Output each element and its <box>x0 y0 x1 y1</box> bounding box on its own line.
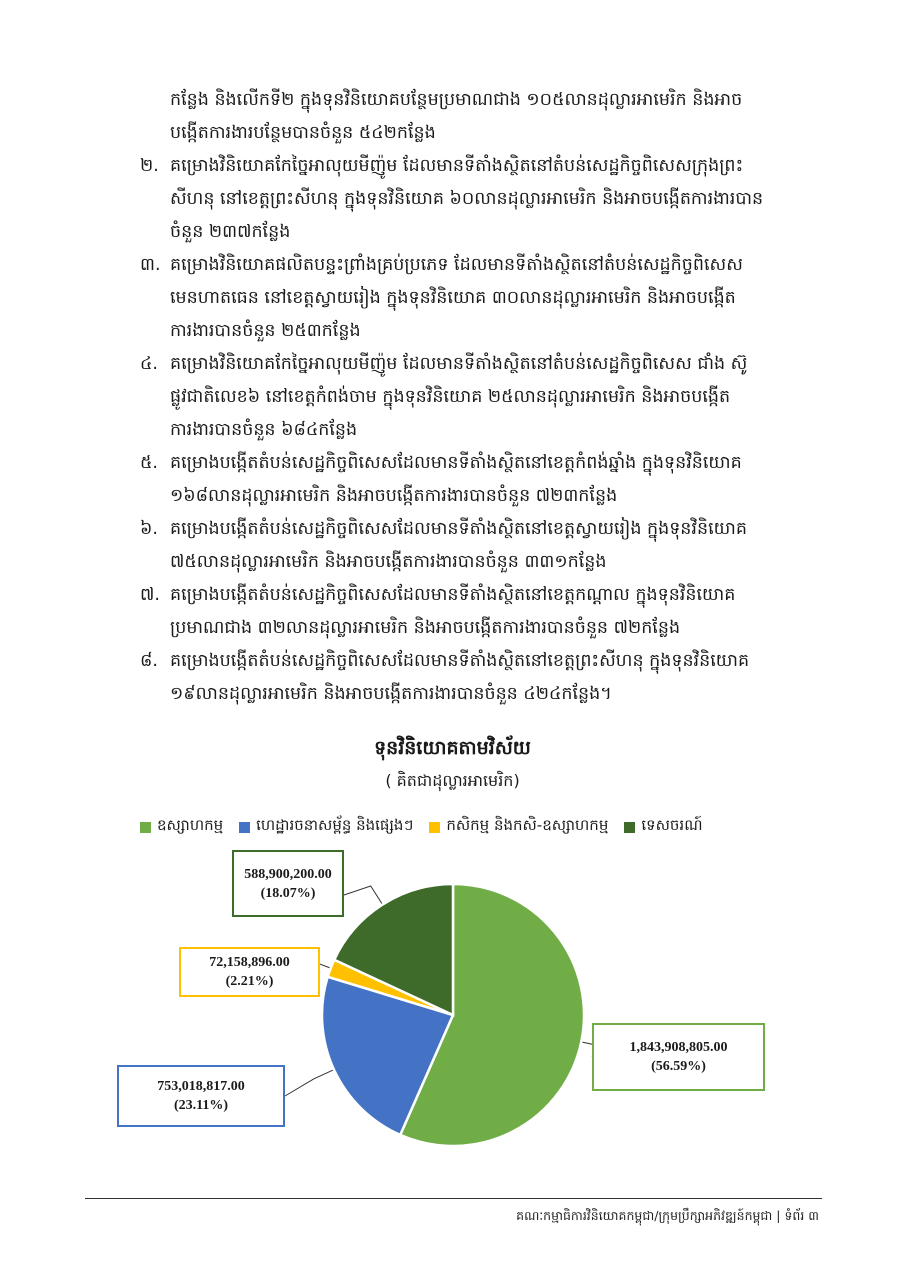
page-footer: គណៈកម្មាធិការវិនិយោគកម្ពុជា/ក្រុមប្រឹក្សាអភិវឌ្ឍន៍កម្ពុជា | ទំព័រ ៣ <box>516 1208 819 1223</box>
pie-slices <box>322 884 584 1146</box>
text-line: ១៩លានដុល្លារអាមេរិក និងអាចបង្កើតការងារបានចំនួន ៤២៤កន្លែង។ <box>170 684 612 704</box>
text-line: កន្លែង និងលើកទី២ ក្នុងទុនវិនិយោគបន្ថែមប្រមាណជាង ១០៥លានដុល្លារអាមេរិក និងអាច <box>170 90 743 110</box>
text-line: ចំនួន ២៣៧កន្លែង <box>170 222 291 242</box>
data-label-value: 753,018,817.00 <box>157 1079 245 1094</box>
leader-line <box>285 1069 336 1096</box>
text-line: ការងារបានចំនួន ២៥៣កន្លែង <box>170 321 361 341</box>
footer-divider <box>85 1198 822 1199</box>
legend-label: កសិកម្ម និងកសិ-ឧស្សាហកម្ម <box>446 816 609 834</box>
text-line: គម្រោងវិនិយោគផលិតបន្ទះព្រាំងគ្រប់ប្រភេទ ដែលមានទីតាំងស្ថិតនៅតំបន់សេដ្ឋកិច្ចពិសេស <box>170 255 743 275</box>
text-line: ការងារបានចំនួន ៦៨៤កន្លែង <box>170 420 358 440</box>
text-line: គម្រោងវិនិយោគកែច្នៃអាលុយមីញ៉ូម ដែលមានទីតាំងស្ថិតនៅតំបន់សេដ្ឋកិច្ចពិសេស ជាំង ស៊ូ <box>170 354 748 374</box>
list-number: ៣. <box>140 255 161 275</box>
data-label-value: 588,900,200.00 <box>244 866 332 882</box>
list-number: ២. <box>140 156 159 176</box>
data-label-infrastructure <box>117 1065 285 1127</box>
data-label-percent: (18.07%) <box>260 885 316 901</box>
text-line: បង្កើតការងារបន្ថែមបានចំនួន ៥៤២កន្លែង <box>170 123 436 143</box>
data-label-agriculture <box>179 947 320 997</box>
data-label-percent: (56.59%) <box>651 1059 706 1074</box>
text-line: ផ្លូវជាតិលេខ៦ នៅខេត្តកំពង់ចាម ក្នុងទុនវិនិយោគ ២៥លានដុល្លារអាមេរិក និងអាចបង្កើត <box>170 387 731 407</box>
chart-subtitle: ( គិតជាដុល្លារអាមេរិក) <box>385 771 520 790</box>
text-line: គម្រោងបង្កើតតំបន់សេដ្ឋកិច្ចពិសេសដែលមានទីតាំងស្ថិតនៅខេត្តព្រះសីហនុ ក្នុងទុនវិនិយោគ <box>170 651 750 671</box>
list-number: ៧. <box>140 585 160 605</box>
data-label-percent: (2.21%) <box>225 974 274 989</box>
text-line: គម្រោងបង្កើតតំបន់សេដ្ឋកិច្ចពិសេសដែលមានទីតាំងស្ថិតនៅខេត្តស្វាយរៀង ក្នុងទុនវិនិយោគ <box>170 519 747 539</box>
text-line: គម្រោងបង្កើតតំបន់សេដ្ឋកិច្ចពិសេសដែលមានទីតាំងស្ថិតនៅខេត្តកណ្ដាល ក្នុងទុនវិនិយោគ <box>170 585 736 605</box>
data-label-industry <box>592 1023 765 1091</box>
text-line: ១៦៨លានដុល្លារអាមេរិក និងអាចបង្កើតការងារបានចំនួន ៧២៣កន្លែង <box>170 486 618 506</box>
text-line: ៧៥លានដុល្លារអាមេរិក និងអាចបង្កើតការងារបានចំនួន ៣៣១កន្លែង <box>170 552 607 572</box>
legend-label: ឧស្សាហកម្ម <box>157 816 224 834</box>
text-line: គម្រោងវិនិយោគកែច្នៃអាលុយមីញ៉ូម ដែលមានទីតាំងស្ថិតនៅតំបន់សេដ្ឋកិច្ចពិសេសក្រុងព្រះ <box>170 156 744 176</box>
list-number: ៦. <box>140 519 158 539</box>
chart-title: ទុនវិនិយោគតាមវិស័យ <box>374 737 531 759</box>
list-number: ៨. <box>140 651 158 671</box>
text-line: មេនហាតធេន នៅខេត្តស្វាយរៀង ក្នុងទុនវិនិយោគ ៣០លានដុល្លារអាមេរិក និងអាចបង្កើត <box>170 288 736 308</box>
text-line: សីហនុ នៅខេត្តព្រះសីហនុ ក្នុងទុនវិនិយោគ ៦០លានដុល្លារអាមេរិក និងអាចបង្កើតការងារបាន <box>170 189 764 209</box>
data-label-value: 72,158,896.00 <box>209 955 290 970</box>
legend-label: ទេសចរណ៍ <box>641 816 703 834</box>
data-label-percent: (23.11%) <box>173 1098 229 1113</box>
list-number: ៤. <box>140 354 158 374</box>
data-label-tourism <box>232 850 344 917</box>
text-line: ប្រមាណជាង ៣២លានដុល្លារអាមេរិក និងអាចបង្កើតការងារបានចំនួន ៧២កន្លែង <box>170 618 681 638</box>
legend-label: ហេដ្ឋារចនាសម្ព័ន្ធ និងផ្សេងៗ <box>256 816 414 834</box>
data-label-value: 1,843,908,805.00 <box>629 1040 728 1055</box>
list-number: ៥. <box>140 453 158 473</box>
text-line: គម្រោងបង្កើតតំបន់សេដ្ឋកិច្ចពិសេសដែលមានទីតាំងស្ថិតនៅខេត្តកំពង់ឆ្នាំង ក្នុងទុនវិនិយោគ <box>170 453 742 473</box>
leader-line <box>344 886 384 906</box>
